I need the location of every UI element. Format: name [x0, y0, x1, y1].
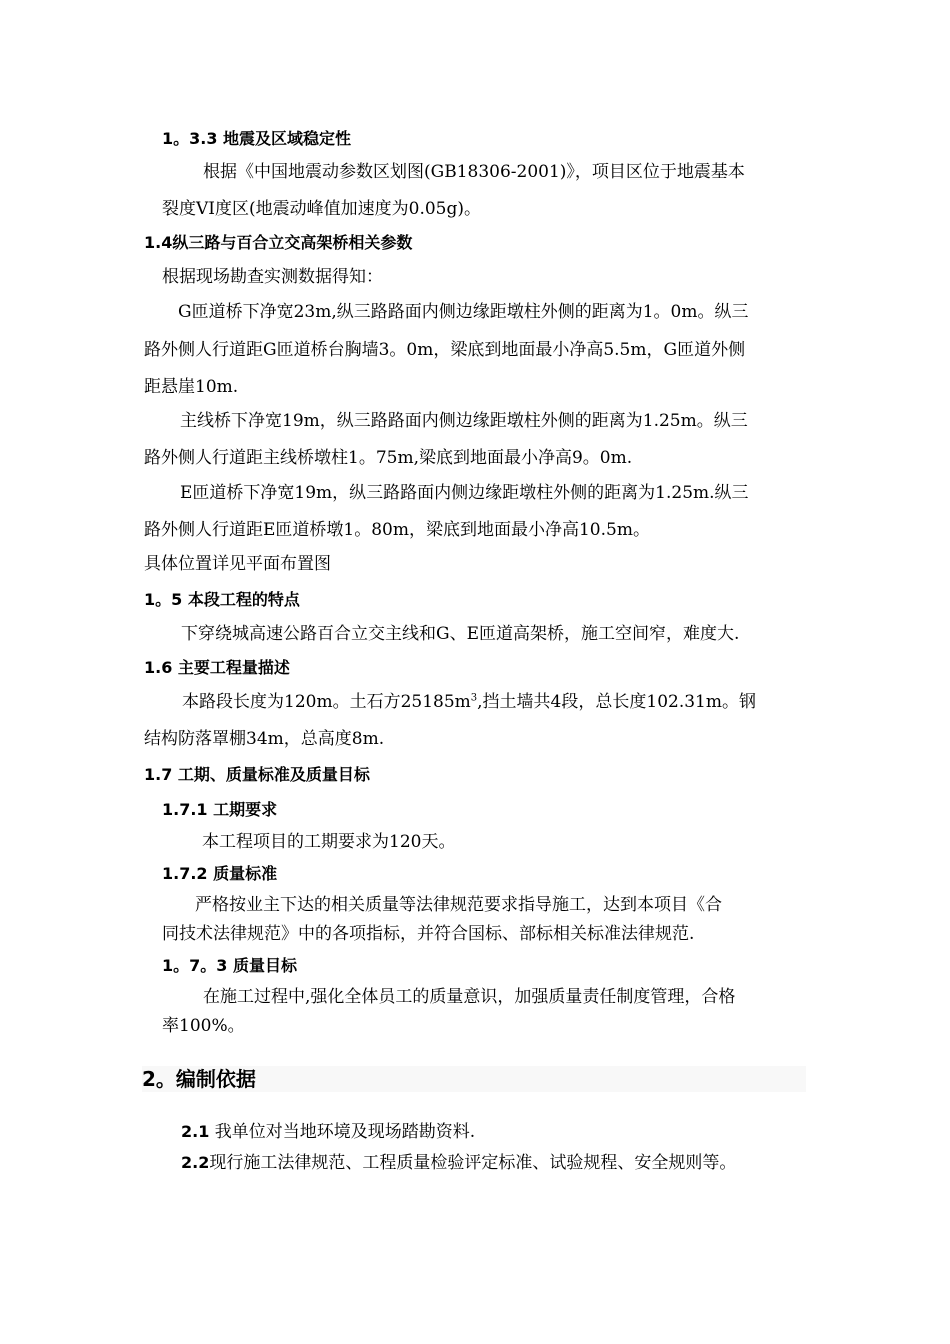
- paragraph-line: 根据现场勘查实测数据得知：: [162, 267, 383, 287]
- heading-1-3-3: 1。3.3 地震及区域稳定性: [162, 129, 352, 148]
- paragraph-line: 距悬崖10m.: [144, 377, 239, 397]
- list-item-text: 现行施工法律规范、工程质量检验评定标准、试验规程、安全规则等。: [209, 1153, 737, 1173]
- paragraph-line: 结构防落罩棚34m，总高度8m.: [144, 729, 385, 749]
- list-item-text: 我单位对当地环境及现场踏勘资料.: [209, 1122, 476, 1142]
- paragraph-line: 裂度VI度区(地震动峰值加速度为0.05g)。: [162, 199, 481, 219]
- paragraph-line: 下穿绕城高速公路百合立交主线和G、E匝道高架桥，施工空间窄，难度大.: [181, 624, 740, 644]
- heading-1-5: 1。5 本段工程的特点: [144, 590, 300, 609]
- paragraph-line: 具体位置详见平面布置图: [144, 554, 331, 574]
- heading-1-4: 1.4纵三路与百合立交高架桥相关参数: [144, 233, 413, 252]
- paragraph-line: G匝道桥下净宽23m,纵三路路面内侧边缘距墩柱外侧的距离为1。0m。纵三: [178, 302, 749, 322]
- paragraph-line: 路外侧人行道距主线桥墩柱1。75m,梁底到地面最小净高9。0m.: [144, 448, 633, 468]
- paragraph-line: 率100%。: [162, 1016, 245, 1036]
- paragraph-line: 路外侧人行道距G匝道桥台胸墙3。0m，梁底到地面最小净高5.5m，G匝道外侧: [144, 340, 746, 360]
- list-item: [181, 1151, 736, 1175]
- heading-2: 2。编制依据: [142, 1067, 256, 1091]
- text-run: 本路段长度为120m。土石方25185m: [182, 692, 471, 712]
- paragraph-line: 路外侧人行道距E匝道桥墩1。80m，梁底到地面最小净高10.5m。: [144, 520, 650, 540]
- heading-1-7-3: 1。7。3 质量目标: [162, 956, 297, 975]
- paragraph-line: 在施工过程中,强化全体员工的质量意识，加强质量责任制度管理，合格: [203, 987, 736, 1007]
- heading-1-6: 1.6 主要工程量描述: [144, 658, 290, 677]
- paragraph-line: 严格按业主下达的相关质量等法律规范要求指导施工，达到本项目《合: [195, 895, 722, 915]
- paragraph-line: 本工程项目的工期要求为120天。: [202, 832, 456, 852]
- heading-1-7: 1.7 工期、质量标准及质量目标: [144, 765, 370, 784]
- paragraph-line: E匝道桥下净宽19m，纵三路路面内侧边缘距墩柱外侧的距离为1.25m.纵三: [180, 483, 749, 503]
- superscript: 3: [470, 692, 478, 704]
- paragraph-line: [182, 690, 756, 714]
- heading-1-7-2: 1.7.2 质量标准: [162, 864, 278, 883]
- text-run: ,挡土墙共4段，总长度102.31m。钢: [477, 692, 756, 712]
- paragraph-line: 根据《中国地震动参数区划图(GB18306-2001)》，项目区位于地震基本: [203, 162, 745, 182]
- heading-1-7-1: 1.7.1 工期要求: [162, 800, 278, 819]
- paragraph-line: 主线桥下净宽19m，纵三路路面内侧边缘距墩柱外侧的距离为1.25m。纵三: [180, 411, 748, 431]
- list-item: [181, 1120, 475, 1144]
- list-item-number: 2.2: [181, 1153, 210, 1172]
- paragraph-line: 同技术法律规范》中的各项指标，并符合国标、部标相关标准法律规范.: [162, 924, 695, 944]
- list-item-number: 2.1: [181, 1122, 210, 1141]
